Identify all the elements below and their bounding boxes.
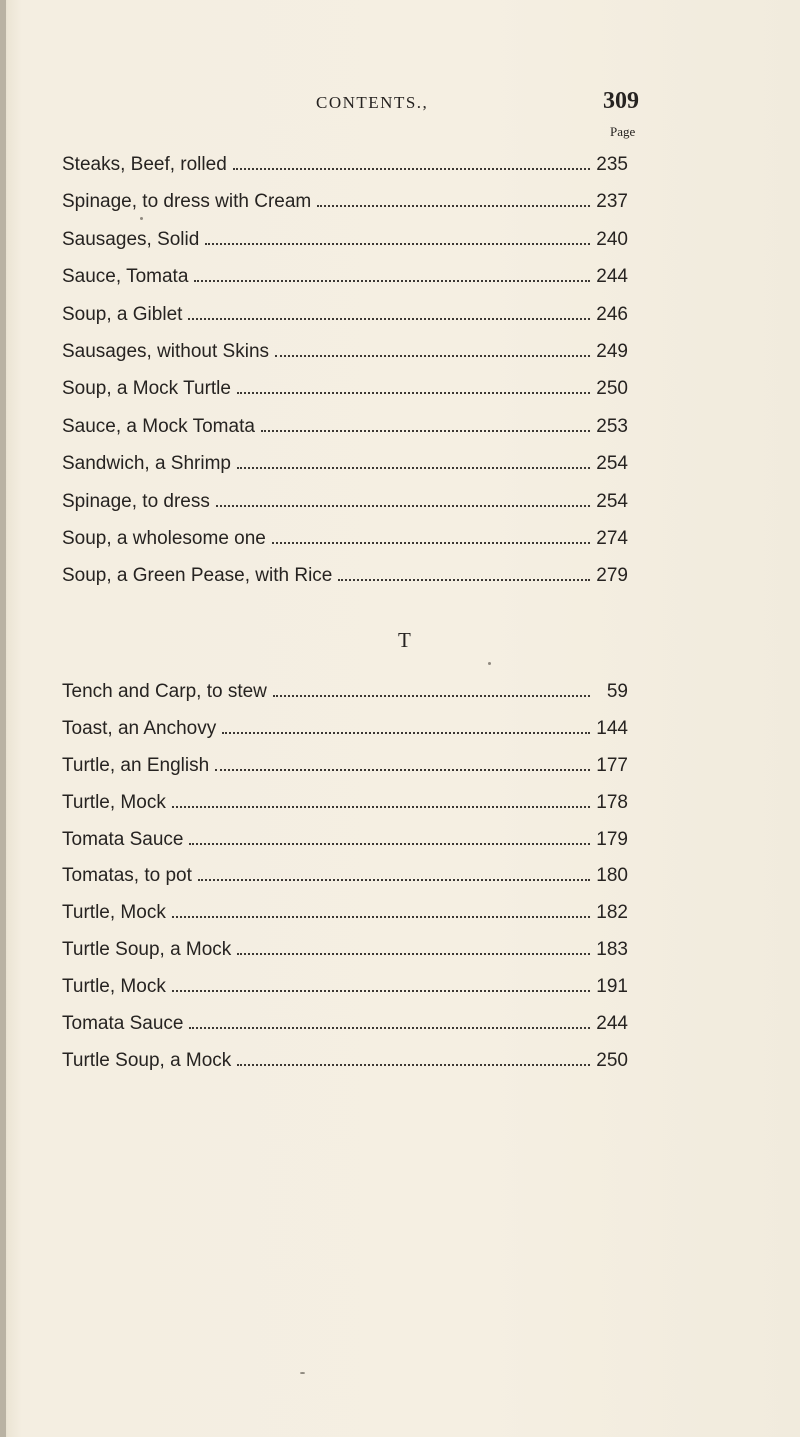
running-head: CONTENTS., — [316, 93, 429, 112]
entry-page-number: 180 — [596, 865, 628, 887]
entry-title: Soup, a Mock Turtle — [62, 378, 231, 400]
entry-title: Tomatas, to pot — [62, 865, 192, 887]
dot-leader — [233, 168, 590, 170]
entry-title: Sauce, a Mock Tomata — [62, 415, 255, 437]
dot-leader — [273, 695, 590, 697]
dot-leader — [194, 280, 590, 282]
dot-leader — [172, 916, 590, 918]
entry-title: Sausages, without Skins — [62, 340, 270, 362]
paper-speck — [488, 662, 491, 665]
index-entry — [62, 183, 628, 220]
dot-leader — [189, 843, 590, 845]
index-entry — [62, 822, 628, 859]
entry-title: Soup, a wholesome one — [62, 527, 266, 549]
section-letter-heading: T — [398, 628, 411, 652]
index-section-s — [62, 146, 628, 595]
index-entry — [62, 711, 628, 748]
entry-page-number: 191 — [596, 976, 628, 998]
entry-title: Toast, an Anchovy — [62, 717, 217, 739]
entry-title: Sauce, Tomata — [62, 266, 189, 288]
index-entry — [62, 258, 628, 295]
entry-page-number: 249 — [596, 340, 628, 362]
entry-page-number: 246 — [596, 303, 628, 325]
entry-page-number: 59 — [606, 681, 628, 702]
entry-page-number: 177 — [596, 754, 628, 776]
entry-title: Turtle Soup, a Mock — [62, 939, 232, 961]
dot-leader — [215, 769, 590, 771]
dot-leader — [205, 243, 590, 245]
entry-title: Turtle, Mock — [62, 976, 166, 998]
index-entry — [62, 370, 628, 407]
dot-leader — [198, 879, 590, 881]
entry-page-number: 254 — [596, 453, 628, 475]
entry-page-number: 235 — [596, 154, 628, 175]
index-entry — [62, 221, 628, 258]
dot-leader — [172, 806, 590, 808]
index-entry — [62, 408, 628, 445]
index-entry — [62, 296, 628, 333]
index-entry — [62, 483, 628, 520]
entry-title: Spinage, to dress with Cream — [62, 191, 312, 213]
entry-title: Spinage, to dress — [62, 490, 210, 512]
index-entry — [62, 932, 628, 969]
index-entry — [62, 445, 628, 482]
entry-page-number: 178 — [596, 791, 628, 813]
entry-title: Tomata Sauce — [62, 1013, 184, 1035]
paper-speck — [140, 217, 143, 220]
dot-leader — [189, 1027, 590, 1029]
dot-leader — [237, 1064, 590, 1066]
page-spine-edge — [0, 0, 6, 1437]
dot-leader — [216, 505, 590, 507]
entry-title: Soup, a Giblet — [62, 303, 183, 325]
entry-page-number: 274 — [596, 527, 628, 549]
entry-title: Sandwich, a Shrimp — [62, 453, 231, 475]
index-entry — [62, 333, 628, 370]
entry-page-number: 240 — [596, 228, 628, 250]
entry-title: Sausages, Solid — [62, 228, 200, 250]
entry-title: Tomata Sauce — [62, 828, 184, 850]
index-entry — [62, 1043, 628, 1080]
dot-leader — [338, 579, 590, 581]
index-entry — [62, 520, 628, 557]
entry-page-number: 237 — [596, 191, 628, 213]
entry-title: Steaks, Beef, rolled — [62, 154, 227, 175]
dot-leader — [272, 542, 590, 544]
entry-page-number: 183 — [596, 939, 628, 961]
entry-page-number: 279 — [596, 565, 628, 587]
index-entry — [62, 674, 628, 711]
index-entry — [62, 1006, 628, 1043]
dot-leader — [317, 205, 590, 207]
entry-title: Turtle, Mock — [62, 902, 166, 924]
dot-leader — [172, 990, 590, 992]
entry-page-number: 244 — [596, 1013, 628, 1035]
entry-page-number: 250 — [596, 378, 628, 400]
index-entry — [62, 895, 628, 932]
dot-leader — [261, 430, 590, 432]
index-entry — [62, 785, 628, 822]
index-section-t — [62, 674, 628, 1080]
entry-page-number: 182 — [596, 902, 628, 924]
dot-leader — [237, 953, 590, 955]
page-column-label: Page — [610, 124, 636, 139]
index-entry — [62, 969, 628, 1006]
index-entry — [62, 146, 628, 183]
entry-title: Turtle Soup, a Mock — [62, 1049, 232, 1071]
dot-leader — [275, 355, 590, 357]
dot-leader — [188, 318, 590, 320]
entry-page-number: 244 — [596, 266, 628, 288]
paper-speck — [300, 1372, 305, 1374]
page-number: 309 — [603, 88, 639, 114]
dot-leader — [222, 732, 590, 734]
entry-page-number: 144 — [596, 717, 628, 739]
entry-page-number: 179 — [596, 828, 628, 850]
entry-page-number: 250 — [596, 1049, 628, 1071]
entry-title: Turtle, an English — [62, 754, 210, 776]
entry-title: Turtle, Mock — [62, 791, 166, 813]
dot-leader — [237, 467, 590, 469]
entry-page-number: 254 — [596, 490, 628, 512]
index-entry — [62, 858, 628, 895]
dot-leader — [237, 392, 590, 394]
index-entry — [62, 748, 628, 785]
entry-page-number: 253 — [596, 415, 628, 437]
entry-title: Tench and Carp, to stew — [62, 681, 267, 702]
entry-title: Soup, a Green Pease, with Rice — [62, 565, 333, 587]
index-entry — [62, 557, 628, 594]
